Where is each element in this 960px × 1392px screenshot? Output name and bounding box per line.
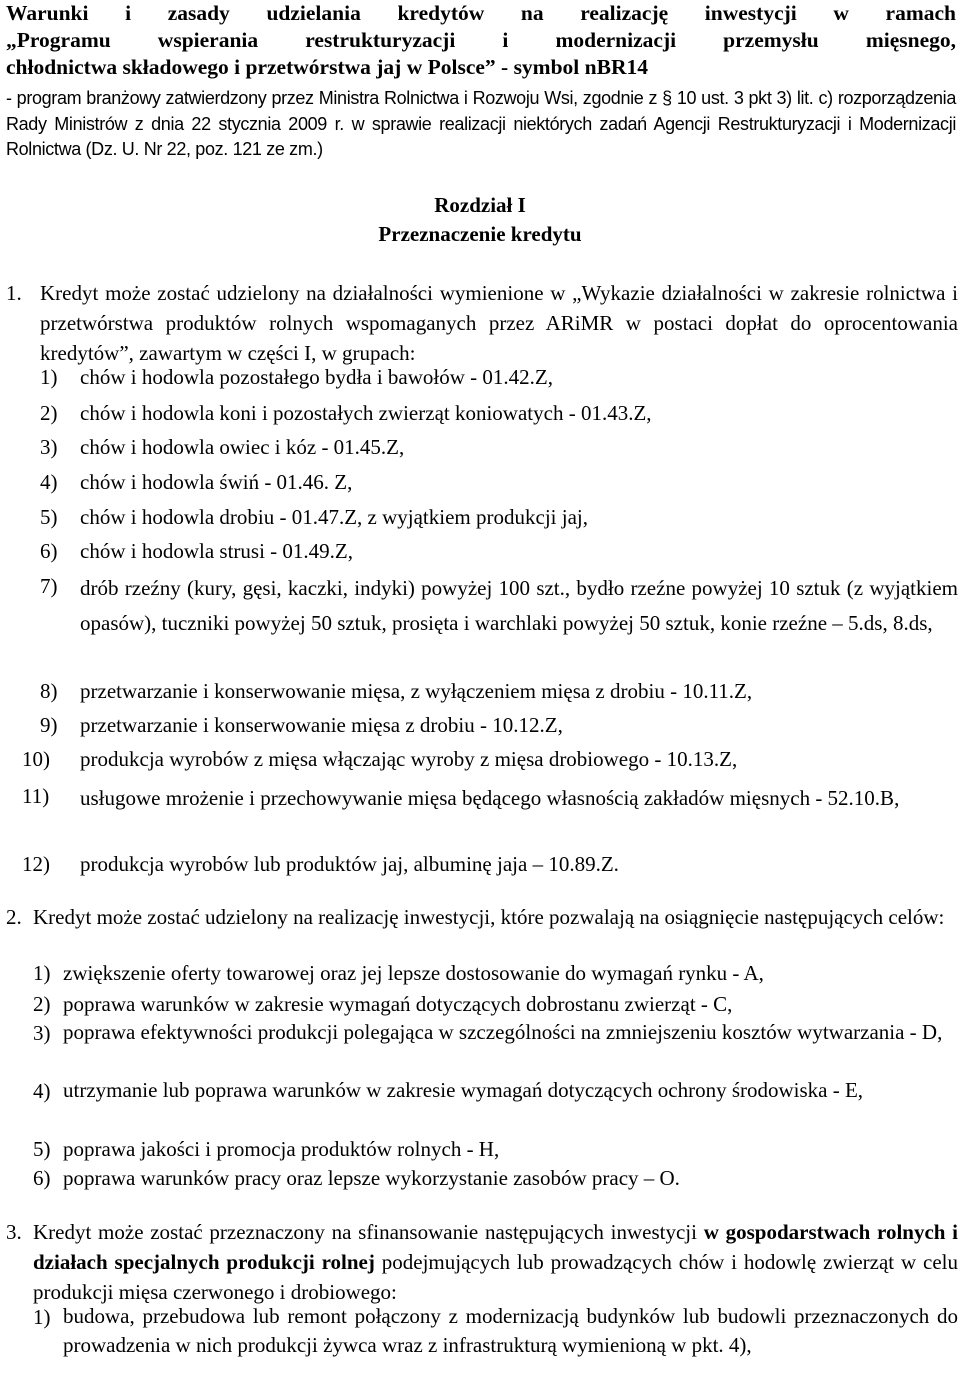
intro-paragraph: - program branżowy zatwierdzony przez Ministra Rolnictwa i Rozwoju Wsi, zgodnie z § 10 ust. 3 pkt 3) lit. c) rozporządzenia Rady Ministrów z dnia 22 stycznia 2009 r. w sprawie realizacji niektórych zadań Agencji Restrukturyzacji i Modernizacji Rolnictwa (Dz. U. Nr 22, poz. 121 ze zm.) [6,88,956,159]
section-3-number: 3. [6,1220,22,1244]
list-item-text: chów i hodowla drobiu - 01.47.Z, z wyjątkiem produkcji jaj, [80,505,588,529]
list-item-text: przetwarzanie i konserwowanie mięsa, z wyłączeniem mięsa z drobiu - 10.11.Z, [80,679,753,703]
list-item-text: poprawa warunków pracy oraz lepsze wykorzystanie zasobów pracy – O. [63,1166,680,1190]
list-item-text: produkcja wyrobów lub produktów jaj, albuminę jaja – 10.89.Z. [80,852,619,876]
list-item-number: 3) [40,435,58,459]
list-item-number: 8) [40,679,58,703]
list-item-number: 2) [40,401,58,425]
list-item-text: drób rzeźny (kury, gęsi, kaczki, indyki) powyżej 100 szt., bydło rzeźne powyżej 10 sztuk (z wyjątkiem opasów), tuczniki powyżej 50 sztuk, prosięta i warchlaki powyżej 50 sztuk, konie rzeźne – 5.ds, 8.ds, [80,576,958,635]
list-item-text: zwiększenie oferty towarowej oraz jej lepsze dostosowanie do wymagań rynku - A, [63,961,764,985]
list-item-number: 1) [33,961,51,985]
chapter-number: Rozdział I [434,193,526,217]
list-item-number: 3) [33,1021,51,1045]
list-item-text: budowa, przebudowa lub remont połączony z modernizacją budynków lub budowli przeznaczonych do prowadzenia w nich produkcji żywca wraz z infrastrukturą wymienioną w pkt. 4), [63,1304,958,1357]
list-item-number: 1) [33,1305,51,1329]
list-item-text: chów i hodowla koni i pozostałych zwierząt koniowatych - 01.43.Z, [80,401,652,425]
title-line-3: chłodnictwa składowego i przetwórstwa jaj w Polsce” - symbol nBR14 [6,55,648,79]
list-item-text: chów i hodowla strusi - 01.49.Z, [80,539,353,563]
document-title [6,0,956,81]
list-item-text: chów i hodowla owiec i kóz - 01.45.Z, [80,435,405,459]
section-2-number: 2. [6,905,22,929]
list-item-number: 9) [40,713,58,737]
section-2-text: Kredyt może zostać udzielony na realizację inwestycji, które pozwalają na osiągnięcie następujących celów: [33,905,945,929]
list-item-text: przetwarzanie i konserwowanie mięsa z drobiu - 10.12.Z, [80,713,563,737]
list-item-number: 10) [22,747,50,771]
list-item-text: poprawa efektywności produkcji polegająca w szczególności na zmniejszeniu kosztów wytwarzania - D, [63,1020,943,1044]
section-3-text-bold: w gospodarstwach rolnych i działach specjalnych produkcji rolnej [33,1220,959,1274]
list-item-number: 4) [33,1079,51,1103]
chapter-title: Przeznaczenie kredytu [378,222,582,246]
list-item-number: 1) [40,365,58,389]
title-line-1: Warunki i zasady udzielania kredytów na realizację inwestycji w ramach [6,1,956,25]
section-3-text [33,1217,958,1307]
list-item-number: 5) [40,505,58,529]
section-1-number: 1. [6,281,22,305]
list-item-number: 6) [40,539,58,563]
section-3-text-a: Kredyt może zostać przeznaczony na sfinansowanie następujących inwestycji [33,1220,697,1244]
list-item-number: 4) [40,470,58,494]
list-item-number: 5) [33,1137,51,1161]
list-item-text: usługowe mrożenie i przechowywanie mięsa będącego własnością zakładów mięsnych - 52.10.B, [80,786,900,810]
list-item-text: produkcja wyrobów z mięsa włączając wyroby z mięsa drobiowego - 10.13.Z, [80,747,738,771]
list-item-number: 12) [22,852,50,876]
title-line-2: „Programu wspierania restrukturyzacji i modernizacji przemysłu mięsnego, [6,28,956,52]
list-item-number: 2) [33,992,51,1016]
list-item-text: chów i hodowla świń - 01.46. Z, [80,470,353,494]
list-item-number: 6) [33,1166,51,1190]
list-item-text: utrzymanie lub poprawa warunków w zakresie wymagań dotyczących ochrony środowiska - E, [63,1078,864,1102]
list-item-number: 11) [22,784,50,808]
section-3-text-b: podejmujących lub prowadzących chów i hodowlę zwierząt w celu produkcji mięsa czerwonego i drobiowego: [33,1250,959,1304]
section-1-body: Kredyt może zostać udzielony na działalności wymienione w „Wykazie działalności w zakresie rolnictwa i przetwórstwa produktów rolnych wspomaganych przez ARiMR w postaci dopłat do oprocentowania kredytów”, zawartym w części I, w grupach: [40,281,958,365]
list-item-text: poprawa warunków w zakresie wymagań dotyczących dobrostanu zwierząt - C, [63,992,733,1016]
list-item-number: 7) [40,574,58,598]
list-item-text: poprawa jakości i promocja produktów rolnych - H, [63,1137,500,1161]
list-item-text: chów i hodowla pozostałego bydła i bawołów - 01.42.Z, [80,365,553,389]
section-1-text [40,278,958,368]
